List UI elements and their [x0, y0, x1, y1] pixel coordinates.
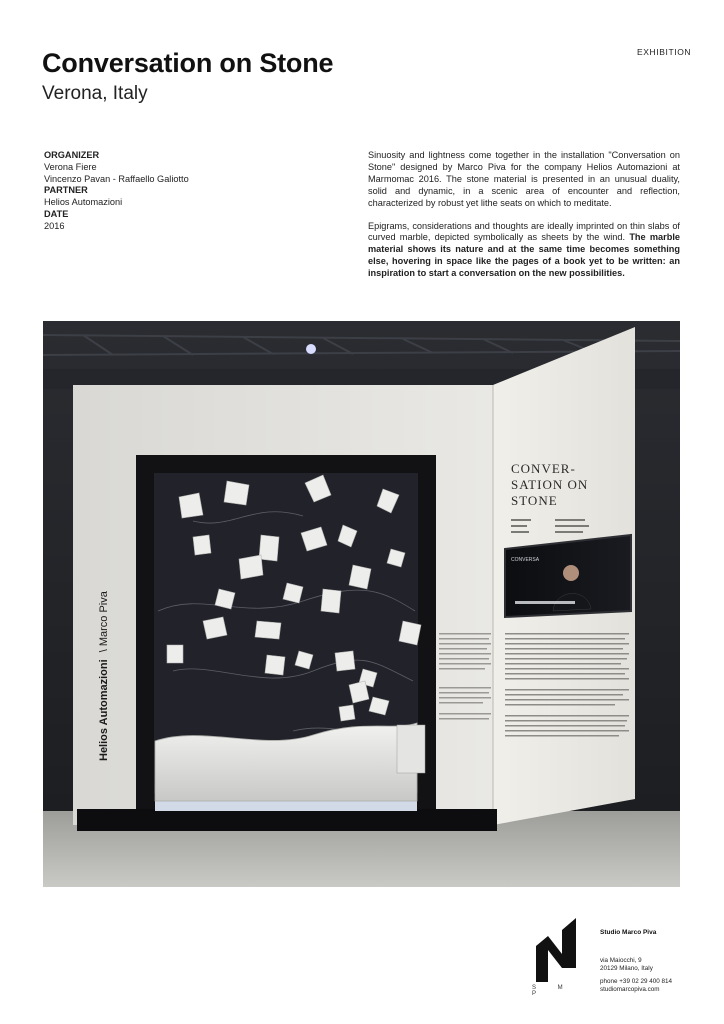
project-meta: [44, 150, 274, 233]
location-subtitle: Verona, Italy: [42, 83, 148, 104]
logo-letters: S M P: [532, 985, 573, 997]
description-p2-text: Epigrams, considerations and thoughts are ideally imprinted on thin slabs of curved marble, depicted symbolically as sheets by the wind.: [368, 220, 680, 243]
exhibition-photo: [43, 321, 680, 887]
partner-label: PARTNER: [44, 185, 88, 196]
partner-value: Helios Automazioni: [44, 197, 123, 208]
book-stack: [397, 725, 425, 773]
project-description: [368, 150, 680, 291]
studio-contact: [600, 978, 672, 994]
description-paragraph-2: [368, 221, 680, 281]
studio-address: [600, 957, 653, 973]
side-text-light: \ Marco Piva: [98, 591, 110, 653]
black-plinth: [77, 809, 497, 831]
organizer-value: Verona Fiere: [44, 161, 97, 172]
phone-number: phone +39 02 29 400 814: [600, 978, 672, 985]
side-text-bold: Helios Automazioni: [98, 659, 110, 761]
screen-label: CONVERSA: [511, 557, 540, 563]
date-value: 2016: [44, 220, 65, 231]
studio-name: Studio Marco Piva: [600, 929, 657, 936]
organizer-label: ORGANIZER: [44, 150, 100, 160]
smp-logo-icon: [532, 916, 582, 996]
website-link[interactable]: studiomarcopiva.com: [600, 986, 660, 994]
page-title: Conversation on Stone: [42, 48, 334, 78]
address-line-1: via Maiocchi, 9: [600, 957, 642, 964]
side-text: [98, 590, 110, 761]
category-label: EXHIBITION: [637, 47, 692, 57]
wall-title-line-3: STONE: [511, 493, 558, 508]
date-label: DATE: [44, 208, 69, 219]
wall-title-line-1: CONVER-: [511, 461, 576, 476]
description-p2-bold: The marble material shows its nature and at the same time becomes something else, hovering in space like the pages of a book yet to be written: an inspiration to start a conversation on the new possibilities.: [368, 232, 681, 279]
designers-value: Vincenzo Pavan - Raffaello Galiotto: [44, 173, 189, 184]
wall-title-line-2: SATION ON: [511, 477, 589, 492]
screen-person-head: [563, 565, 579, 581]
address-line-2: 20129 Milano, Italy: [600, 965, 653, 973]
ceiling-light: [306, 344, 316, 354]
screen-subtitle: [515, 601, 575, 604]
description-paragraph-1: Sinuosity and lightness come together in the installation "Conversation on Stone" designed by Marco Piva for the company Helios Automazioni at Marmomac 2016. The stone material is presented in an unusual duality, solid and dynamic, in a scenic area of encounter and reflection, characterized by robust yet lithe seats on which to meditate.: [368, 150, 680, 208]
